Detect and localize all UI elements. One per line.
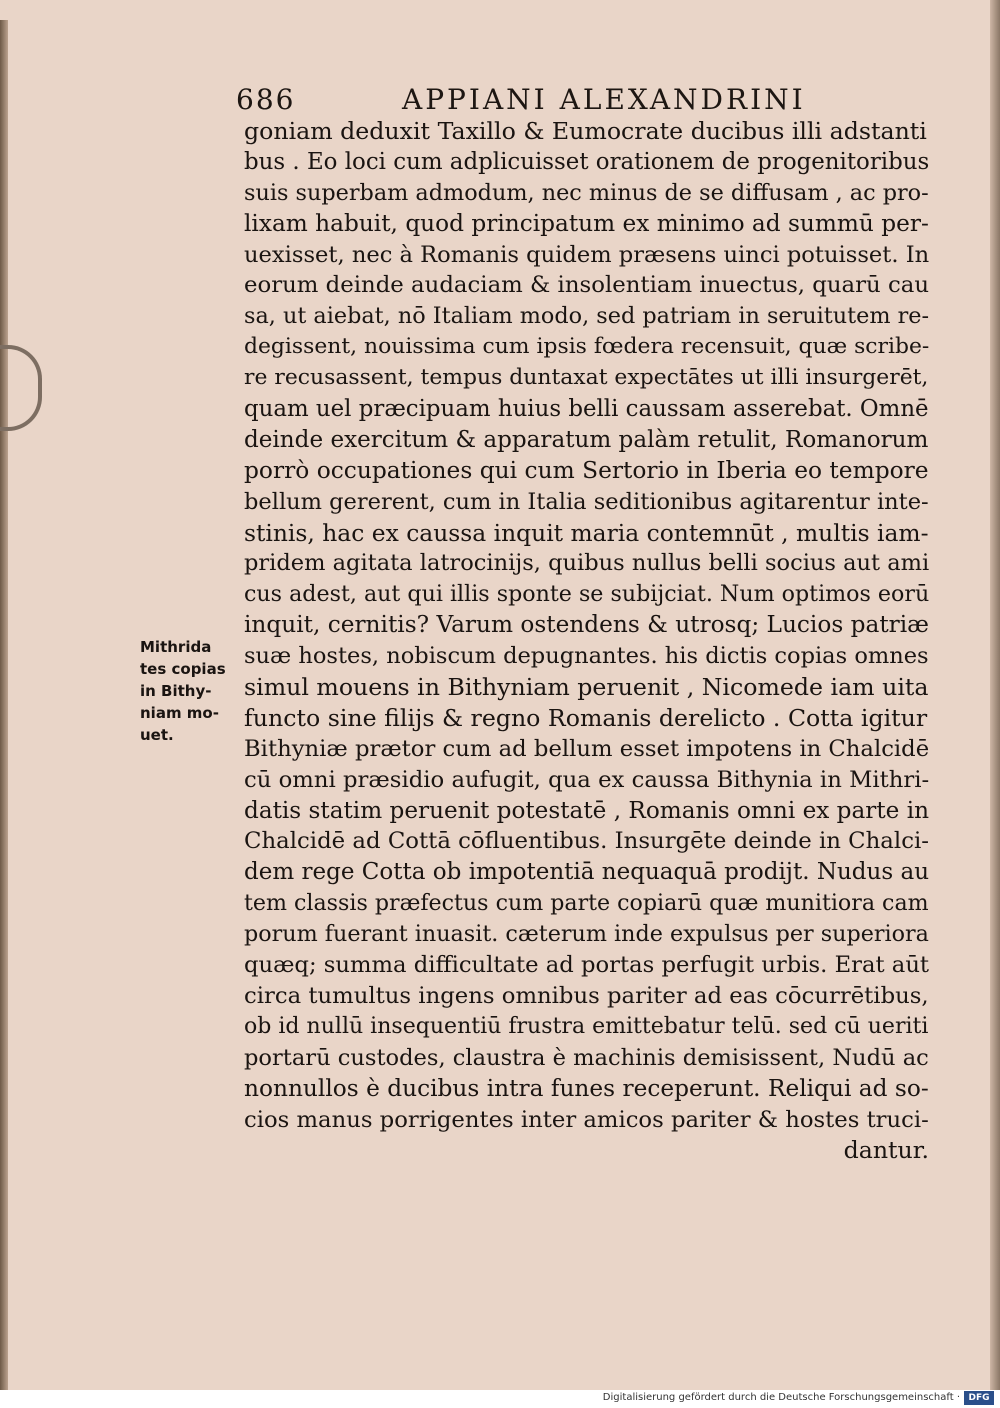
margin-note-line: Mithrida (140, 638, 212, 656)
text-line: porrò occupationes qui cum Sertorio in Iberia eo tempore (244, 456, 929, 484)
text-line: suis superbam admodum, nec minus de se diffusam , ac pro- (244, 179, 929, 206)
text-line: functo sine filijs & regno Romanis derelicto . Cotta igitur (244, 703, 928, 732)
text-line: dem rege Cotta ob impotentiā nequaquā prodijt. Nudus au (244, 859, 930, 886)
text-line: quam uel præcipuam huius belli caussam asserebat. Omnē (244, 396, 929, 423)
text-line: quæq; summa difficultate ad portas perfugit urbis. Erat aūt (244, 952, 930, 979)
margin-note-line: in Bithy- (140, 682, 212, 700)
text-line: Chalcidē ad Cottā cōfluentibus. Insurgēte deinde in Chalci- (244, 828, 929, 855)
text-line: dantur. (843, 1136, 929, 1165)
text-line: pridem agitata latrocinijs, quibus nullus belli socius aut ami (244, 550, 930, 577)
clasp-mark (0, 345, 42, 431)
text-line: stinis, hac ex caussa inquit maria contemnūt , multis iam- (244, 518, 929, 547)
margin-note-line: tes copias (140, 660, 226, 678)
text-line: uexisset, nec à Romanis quidem præsens uinci potuisset. In (244, 241, 930, 268)
text-line: ob id nullū insequentiū frustra emittebatur telū. sed cū ueriti (244, 1013, 929, 1039)
text-line: suæ hostes, nobiscum depugnantes. his dictis copias omnes (244, 643, 929, 670)
text-line: goniam deduxit Taxillo & Eumocrate ducibus illi adstanti (244, 117, 927, 145)
book-spine-shadow (0, 20, 8, 1390)
text-line: circa tumultus ingens omnibus pariter ad eas cōcurrētibus, (244, 982, 929, 1009)
running-head (236, 83, 836, 119)
text-line: simul mouens in Bithyniam peruenit , Nicomede iam uita (244, 673, 929, 702)
page-number: 686 (236, 83, 296, 116)
text-line: deinde exercitum & apparatum palàm retulit, Romanorum (244, 426, 929, 453)
text-line: bellum gererent, cum in Italia seditionibus agitarentur inte- (244, 488, 929, 515)
margin-note (140, 636, 250, 746)
text-line: inquit, cernitis? Varum ostendens & utrosq; Lucios patriæ (244, 611, 929, 639)
text-line: lixam habuit, quod principatum ex minimo ad summū per- (244, 209, 929, 237)
text-line: portarū custodes, claustra è machinis demisissent, Nudū ac (244, 1044, 929, 1071)
text-line: porum fuerant inuasit. cæterum inde expulsus per superiora (244, 921, 929, 948)
footer-credit: Digitalisierung gefördert durch die Deutsche Forschungsgemeinschaft · (602, 1392, 960, 1403)
text-line: cū omni præsidio aufugit, qua ex caussa Bithynia in Mithri- (244, 766, 930, 793)
text-line: sa, ut aiebat, nō Italiam modo, sed patriam in seruitutem re- (244, 303, 930, 330)
text-line: cus adest, aut qui illis sponte se subijciat. Num optimos eorū (244, 581, 930, 608)
text-line: datis statim peruenit potestatē , Romanis omni ex parte in (244, 797, 929, 824)
text-line: re recusassent, tempus duntaxat expectātes ut illi insurgerēt, (244, 365, 929, 391)
dfg-logo-icon: DFG (964, 1391, 994, 1405)
text-line: degissent, nouissima cum ipsis fœdera recensuit, quæ scribe- (244, 334, 930, 360)
header-title: APPIANI ALEXANDRINI (402, 83, 806, 116)
text-line: Bithyniæ prætor cum ad bellum esset impotens in Chalcidē (244, 735, 930, 762)
margin-note-line: niam mo- (140, 704, 219, 722)
text-line: bus . Eo loci cum adplicuisset orationem de progenitoribus (244, 148, 930, 175)
text-line: nonnullos è ducibus intra funes receperunt. Reliqui ad so- (244, 1074, 929, 1102)
text-line: cios manus porrigentes inter amicos pariter & hostes truci- (244, 1106, 929, 1133)
footer-band (0, 1390, 1000, 1408)
text-line: eorum deinde audaciam & insolentiam inuectus, quarū cau (244, 272, 930, 299)
body-text (244, 116, 939, 1166)
page-edge (990, 0, 1000, 1390)
text-line: tem classis præfectus cum parte copiarū quæ munitiora cam (244, 890, 929, 917)
margin-note-line: uet. (140, 726, 174, 744)
